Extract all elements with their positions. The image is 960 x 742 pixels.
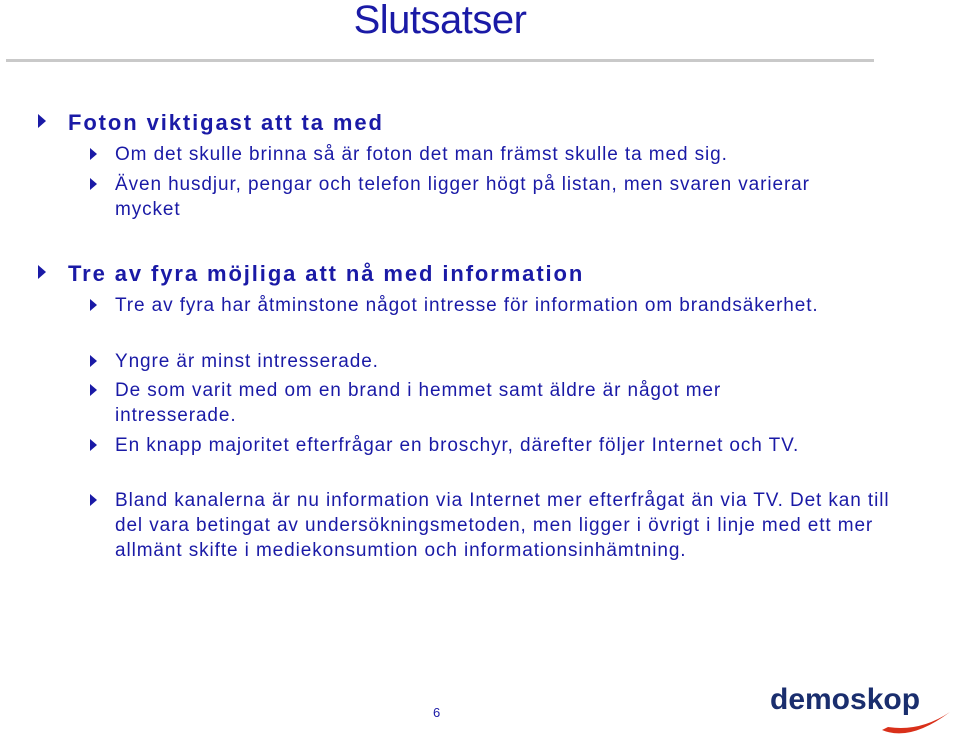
logo-wordmark: demoskop [770, 683, 921, 716]
page-number: 6 [433, 705, 441, 720]
logo-swoosh-icon [770, 682, 955, 740]
list-item: En knapp majoritet efterfrågar en broschyr, därefter följer Internet och TV. [115, 435, 800, 456]
item-bullet-icon [90, 355, 97, 367]
demoskop-logo [770, 682, 955, 740]
item-bullet-icon [90, 299, 97, 311]
slide-title: Slutsatser [353, 0, 527, 42]
title-divider [6, 59, 874, 62]
section-bullet-icon [38, 114, 46, 128]
list-item: Yngre är minst intresserade. [115, 351, 379, 372]
list-item: Om det skulle brinna så är foton det man främst skulle ta med sig. [115, 144, 728, 165]
item-bullet-icon [90, 178, 97, 190]
list-item: Tre av fyra har åtminstone något intresse för information om brandsäkerhet. [115, 295, 819, 316]
item-bullet-icon [90, 494, 97, 506]
section-heading: Foton viktigast att ta med [68, 110, 384, 135]
list-item: Även husdjur, pengar och telefon ligger högt på listan, men svaren varierar mycket [115, 174, 810, 220]
item-bullet-icon [90, 148, 97, 160]
section-heading: Tre av fyra möjliga att nå med information [68, 261, 585, 286]
item-bullet-icon [90, 439, 97, 451]
list-item: Bland kanalerna är nu information via Internet mer efterfrågat än via TV. Det kan till del vara betingat av undersökningsmetoden, men ligger i övrigt i linje med ett mer allmänt skifte i mediekonsumtion och informationsinhämtning. [115, 490, 890, 561]
list-item: De som varit med om en brand i hemmet samt äldre är något mer intresserade. [115, 380, 722, 426]
section-bullet-icon [38, 265, 46, 279]
item-bullet-icon [90, 384, 97, 396]
